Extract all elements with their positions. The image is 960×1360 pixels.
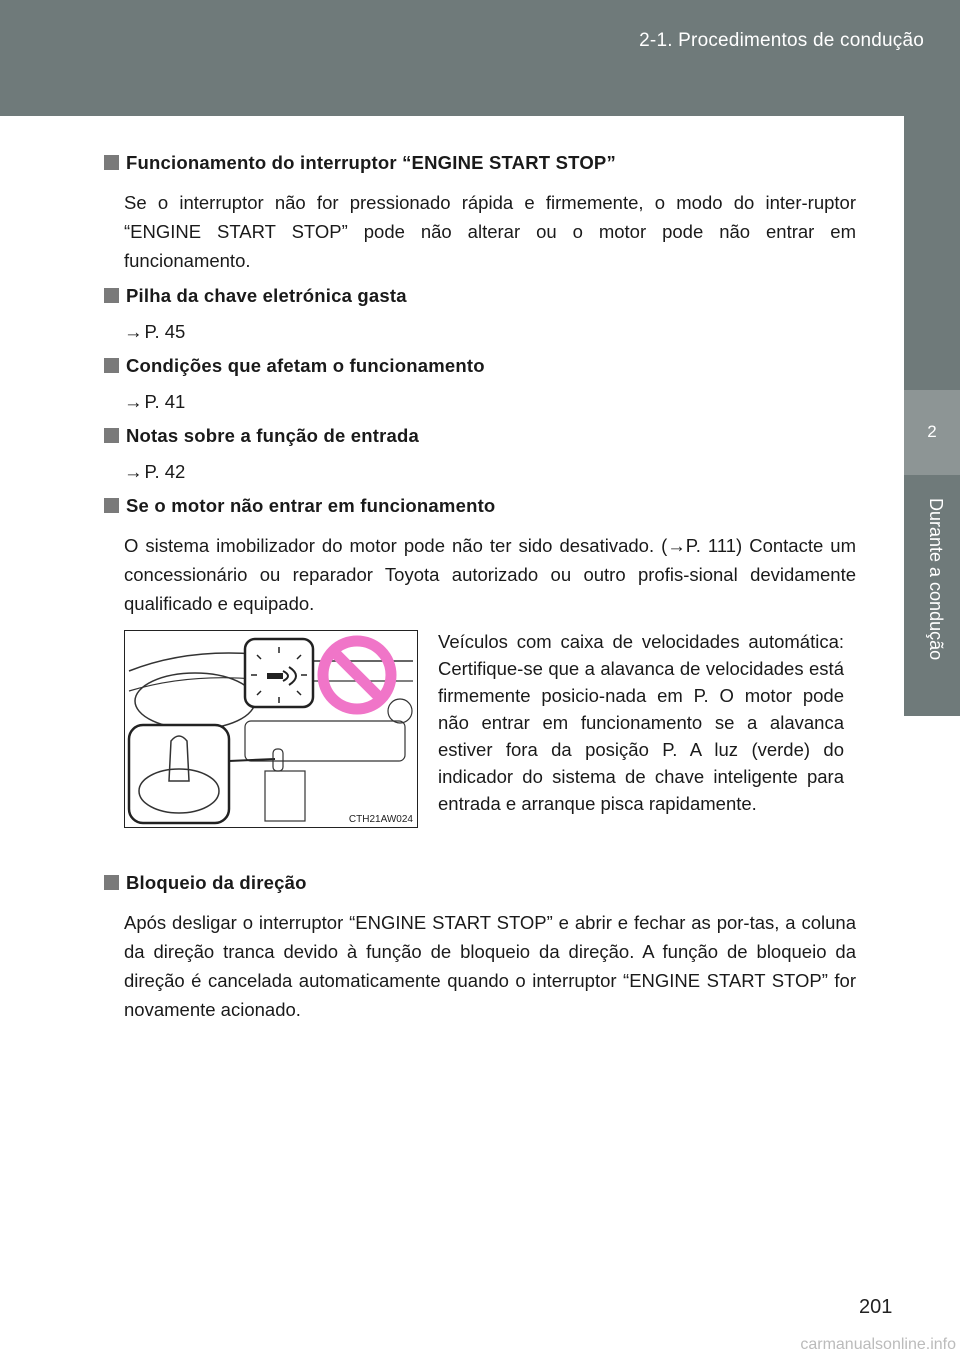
- section-body: Após desligar o interruptor “ENGINE START STOP” e abrir e fechar as por-tas, a coluna da direção tranca devido à função de bloqueio da direção. A função de bloqueio da direção é cancelada automaticamente quando o interruptor “ENGINE START STOP” for novamente acionado.: [124, 912, 856, 1020]
- reference-text: P. 42: [144, 461, 186, 482]
- watermark: carmanualsonline.info: [800, 1336, 956, 1353]
- page-header: [0, 0, 960, 116]
- bullet-square-icon: [104, 155, 119, 170]
- car-interior-drawing: [125, 631, 417, 827]
- chapter-number-box: [904, 390, 960, 475]
- page-reference[interactable]: [124, 321, 856, 343]
- bullet-square-icon: [104, 288, 119, 303]
- section-heading: [104, 872, 856, 894]
- section-body: O sistema imobilizador do motor pode não ter sido desativado. (→P. 111) Contacte um concessionário ou reparador Toyota autorizado ou outro profis-sional devidamente qualificado e equipado.: [124, 535, 856, 614]
- bullet-square-icon: [104, 428, 119, 443]
- bullet-square-icon: [104, 358, 119, 373]
- arrow-right-icon: →: [124, 321, 143, 342]
- section-heading: [104, 285, 856, 307]
- figure-row: [124, 628, 856, 862]
- section-body: Se o interruptor não for pressionado rápida e firmemente, o modo do inter-ruptor “ENGINE START STOP” pode não alterar ou o motor pode não entrar em funcionamento.: [124, 192, 856, 271]
- page-content: [104, 152, 856, 1034]
- chapter-label: Durante a condução: [926, 498, 946, 661]
- bullet-square-icon: [104, 875, 119, 890]
- page-reference[interactable]: [124, 391, 856, 413]
- arrow-right-icon: →: [124, 461, 143, 482]
- section-title: Se o motor não entrar em funcionamento: [126, 495, 496, 516]
- section-title: Notas sobre a função de entrada: [126, 425, 420, 446]
- reference-text: P. 41: [144, 391, 186, 412]
- reference-text: P. 45: [144, 321, 186, 342]
- section-title: Pilha da chave eletrónica gasta: [126, 285, 407, 306]
- page-number: 201: [859, 1296, 893, 1318]
- arrow-right-icon: →: [124, 391, 143, 412]
- section-title: Condições que afetam o funcionamento: [126, 355, 485, 376]
- section-title: Funcionamento do interruptor “ENGINE START STOP”: [126, 152, 616, 173]
- section-heading: [104, 355, 856, 377]
- section-heading: [104, 495, 856, 517]
- chapter-section-title: 2-1. Procedimentos de condução: [639, 30, 924, 51]
- section-heading: [104, 425, 856, 447]
- bullet-square-icon: [104, 498, 119, 513]
- section-title: Bloqueio da direção: [126, 872, 307, 893]
- chapter-number: 2: [927, 422, 937, 441]
- dashboard-illustration: [124, 630, 418, 828]
- figure-code: CTH21AW024: [348, 814, 413, 825]
- section-heading: [104, 152, 856, 174]
- page-reference[interactable]: [124, 461, 856, 483]
- figure-caption: Veículos com caixa de velocidades automática: Certifique-se que a alavanca de velocidades está firmemente posicio-nada em P. O motor pode não entrar em funcionamento se a alavanca estiver fora da posição P. A luz (verde) do indicador do sistema de chave inteligente para entrada e arranque pisca rapidamente.: [438, 631, 844, 814]
